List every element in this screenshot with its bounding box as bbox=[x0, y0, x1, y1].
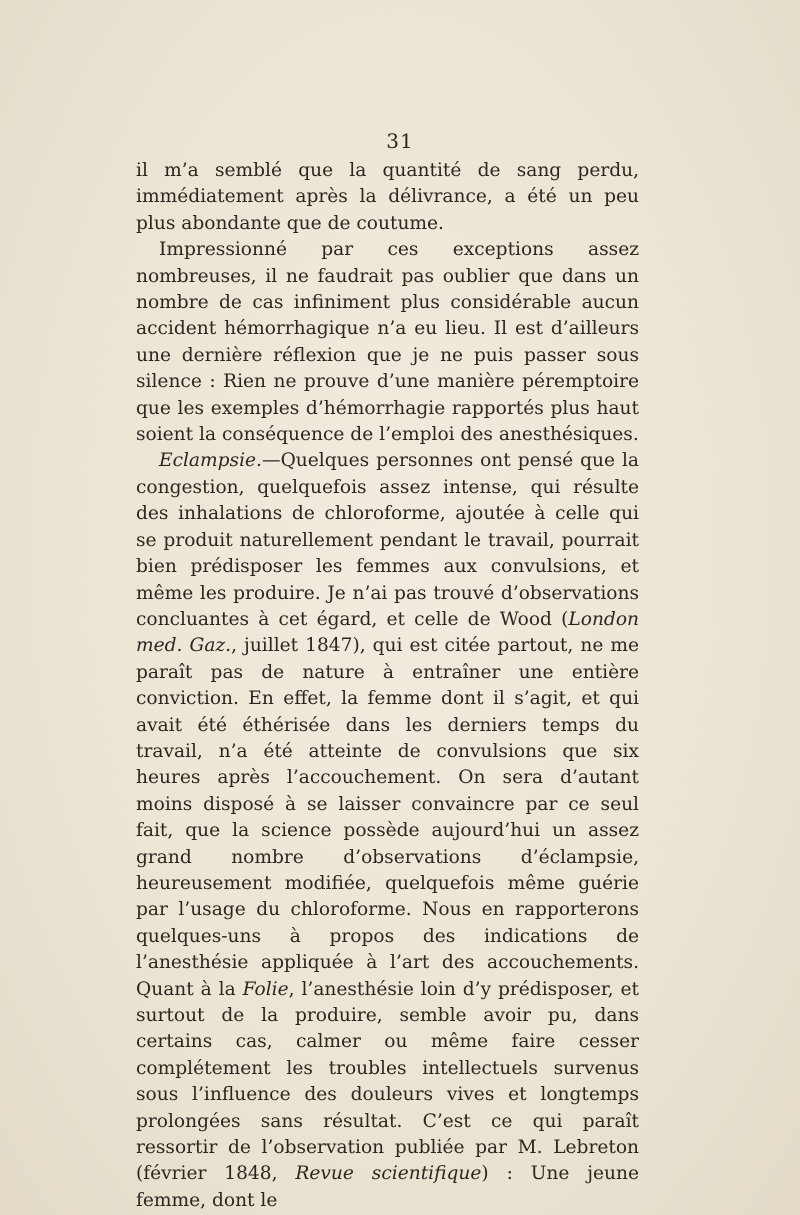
paragraph-hemorrhage bbox=[136, 237, 639, 448]
text-segment: Impressionné par ces exceptions assez nombreuses, il ne faudrait pas oublier que dans un nombre de cas infiniment plus considérable aucun accident hémorrhagique n’a eu lieu. Il est d’ailleurs une dernière réflexion que je ne puis passer sous silence : Rien ne prouve d’une manière péremptoire que les exemples d’hémorrhagie rapportés plus haut soient la conséquence de l’emploi des anesthésiques. bbox=[136, 239, 639, 446]
citation-journal: London med. Gaz. bbox=[136, 608, 639, 657]
body-text bbox=[136, 158, 639, 1214]
text-segment: , juillet 1847), qui est citée partout, ne me paraît pas de nature à entraîner une entière conviction. En effet, la femme dont il s’agit, et qui avait été éthérisée dans les derniers temps du travail, n’a été atteinte de convulsions que six heures après l’accouchement. On sera d’autant moins disposé à se laisser convaincre par ce seul fait, que la science possède aujourd’hui un assez grand nombre d’observations d’éclampsie, heureusement modifiée, quelquefois même guérie par l’usage du chloroforme. Nous en rapporterons quelques-uns à propos des indications de l’anesthésie appliquée à l’art des accouchements. Quant à la bbox=[136, 635, 639, 1000]
page-number: 31 bbox=[386, 129, 414, 153]
term-folie: Folie bbox=[242, 978, 289, 1000]
text-segment: —Quelques personnes ont pensé que la congestion, quelquefois assez intense, qui résulte des inhalations de chloroforme, ajoutée à celle qui se produit naturellement pendant le travail, pourrait bien prédisposer les femmes aux convulsions, et même les produire. Je n’ai pas trouvé d’observations concluantes à cet égard, et celle de Wood ( bbox=[136, 450, 639, 630]
text-segment: ) : Une jeune femme, dont le bbox=[136, 1163, 640, 1211]
section-heading-eclampsie: Eclampsie. bbox=[159, 450, 262, 472]
citation-revue: Revue scientifique bbox=[295, 1163, 482, 1185]
paragraph-continuation bbox=[136, 158, 639, 237]
text-segment: , l’anesthésie loin d’y prédisposer, et surtout de la produire, semble avoir pu, dans certains cas, calmer ou même faire cesser complétement les troubles intellectuels survenus sous l’influence des douleurs vives et longtemps prolongées sans résultat. C’est ce qui paraît ressortir de l’observation publiée par M. Lebreton (février 1848, bbox=[136, 978, 639, 1185]
paragraph-eclampsie bbox=[136, 448, 639, 1214]
text-segment: il m’a semblé que la quantité de sang perdu, immédiatement après la délivrance, a été un peu plus abondante que de coutume. bbox=[136, 160, 639, 234]
